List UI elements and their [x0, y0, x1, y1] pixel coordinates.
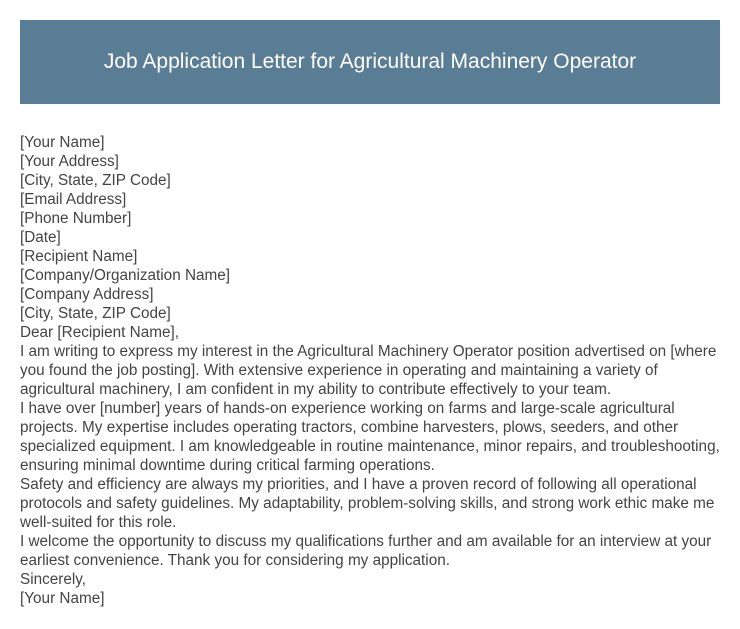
header-banner [20, 20, 720, 104]
closing: Sincerely, [20, 571, 87, 588]
sender-name: [Your Name] [20, 134, 105, 151]
recipient-city-state-zip: [City, State, ZIP Code] [20, 305, 171, 322]
sender-address: [Your Address] [20, 153, 119, 170]
sender-email: [Email Address] [20, 191, 127, 208]
paragraph-safety: Safety and efficiency are always my priorities, and I have a proven record of following all operational protocols and safety guidelines. My adaptability, problem-solving skills, and strong work ethic make me well-suited for this role. [20, 476, 715, 531]
sender-city-state-zip: [City, State, ZIP Code] [20, 172, 171, 189]
recipient-company: [Company/Organization Name] [20, 267, 231, 284]
signature: [Your Name] [20, 590, 105, 607]
page-title: Job Application Letter for Agricultural Machinery Operator [103, 50, 637, 73]
letter-date: [Date] [20, 229, 61, 246]
sender-phone: [Phone Number] [20, 210, 132, 227]
recipient-name: [Recipient Name] [20, 248, 138, 265]
letter-body [20, 133, 722, 608]
recipient-address: [Company Address] [20, 286, 154, 303]
salutation: Dear [Recipient Name], [20, 324, 179, 341]
paragraph-interest: I am writing to express my interest in the Agricultural Machinery Operator position advertised on [where you found the job posting]. With extensive experience in operating and maintaining a variety of agricultural machinery, I am confident in my ability to contribute effectively to your team. [20, 343, 717, 398]
paragraph-experience: I have over [number] years of hands-on experience working on farms and large-scale agricultural projects. My expertise includes operating tractors, combine harvesters, plows, seeders, and other specialized equipment. I am knowledgeable in routine maintenance, minor repairs, and troubleshooting, ensuring minimal downtime during critical farming operations. [20, 400, 720, 474]
paragraph-closing-remarks: I welcome the opportunity to discuss my qualifications further and am available for an interview at your earliest convenience. Thank you for considering my application. [20, 533, 712, 569]
